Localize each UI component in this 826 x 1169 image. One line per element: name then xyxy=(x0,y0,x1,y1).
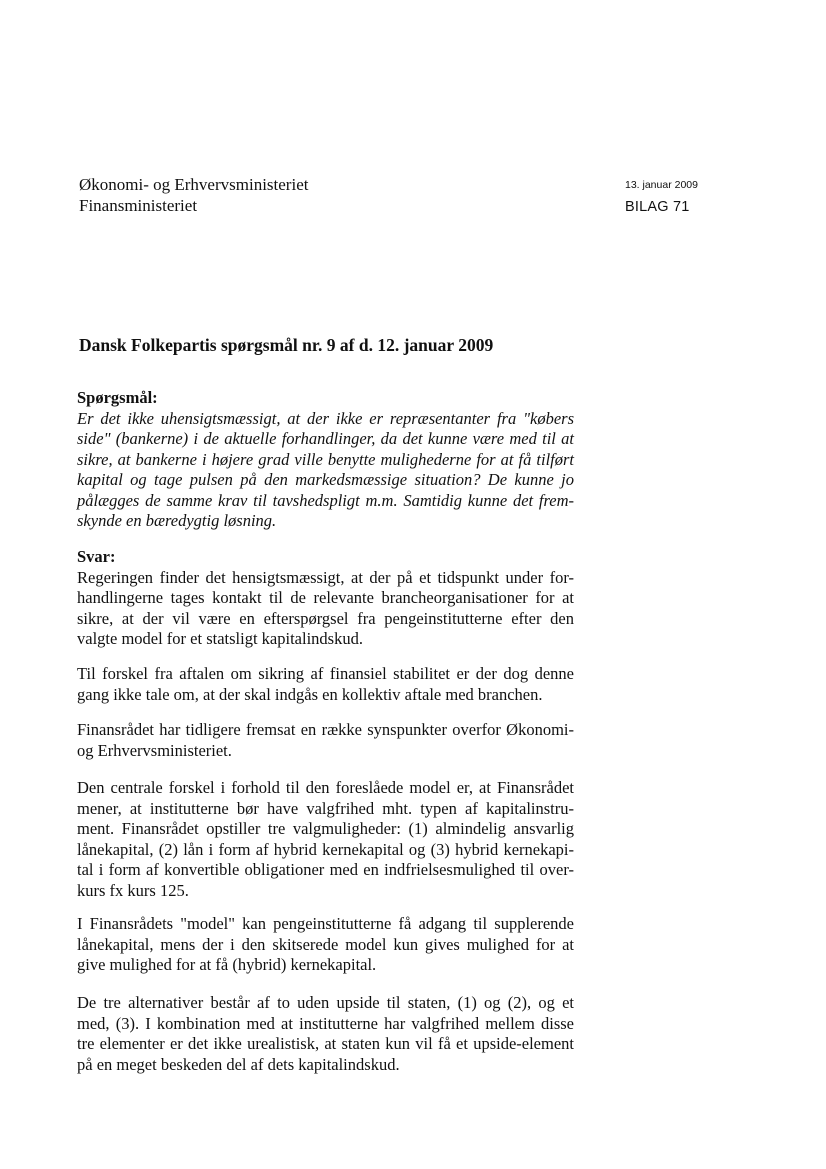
answer-line: på en meget beskeden del af dets kapitalindskud. xyxy=(77,1054,400,1074)
answer-line: Til forskel fra aftalen om sikring af finansiel stabilitet er der dog denne xyxy=(77,664,574,683)
question-line: Er det ikke uhensigtsmæssigt, at der ikke er repræsentanter fra "købers xyxy=(77,408,574,428)
question-heading: Spørgsmål: xyxy=(77,388,158,407)
document-meta xyxy=(625,179,698,216)
answer-line: give mulighed for at få (hybrid) kernekapital. xyxy=(77,955,377,974)
question-text xyxy=(77,409,574,532)
answer-paragraph-5 xyxy=(77,914,574,976)
answer-paragraph-2 xyxy=(77,664,574,705)
answer-line: lånekapital, (2) lån i form af hybrid kernekapital og (3) hybrid kernekapi- xyxy=(77,839,574,859)
answer-line: tre elementer er det ikke urealistisk, at staten kun vil få et upside-element xyxy=(77,1034,574,1053)
answer-line: valgte model for et statsligt kapitalindskud. xyxy=(77,629,363,648)
answer-line: lånekapital, mens der i den skitserede model kun gives mulighed for at xyxy=(77,934,574,954)
answer-section xyxy=(77,547,574,650)
ministry-block xyxy=(79,174,308,216)
answer-line: handlingerne tages kontakt til de relevante brancheorganisationer for at xyxy=(77,588,574,607)
answer-paragraph-4 xyxy=(77,778,574,901)
answer-heading: Svar: xyxy=(77,547,116,566)
answer-line: Regeringen finder det hensigtsmæssigt, at der på et tidspunkt under for- xyxy=(77,567,574,587)
answer-line: gang ikke tale om, at der skal indgås en kollektiv aftale med branchen. xyxy=(77,684,543,704)
answer-line: med, (3). I kombination med at institutterne har valgfrihed mellem disse xyxy=(77,1013,574,1033)
answer-line: ment. Finansrådet opstiller tre valgmuligheder: (1) almindelig ansvarlig xyxy=(77,819,574,838)
answer-line: Finansrådet har tidligere fremsat en række synspunkter overfor Økonomi- xyxy=(77,720,574,739)
answer-line: I Finansrådets "model" kan pengeinstitutterne få adgang til supplerende xyxy=(77,914,574,933)
question-section xyxy=(77,388,574,532)
question-line: skynde en bæredygtig løsning. xyxy=(77,511,277,530)
question-line: pålægges de samme krav til tavshedspligt m.m. Samtidig kunne det frem- xyxy=(77,490,574,510)
document-date: 13. januar 2009 xyxy=(625,179,698,191)
question-line: sikre, at bankerne i højere grad ville benytte mulighederne for at få tilført xyxy=(77,449,574,469)
page-title: Dansk Folkepartis spørgsmål nr. 9 af d. 12. januar 2009 xyxy=(79,335,494,355)
question-line: side" (bankerne) i de aktuelle forhandlinger, da det kunne være med til at xyxy=(77,429,574,448)
ministry-name-2: Finansministeriet xyxy=(79,196,198,215)
answer-paragraph-3 xyxy=(77,720,574,761)
answer-line: og Erhvervsministeriet. xyxy=(77,740,232,760)
answer-line: mener, at institutterne bør have valgfrihed mht. typen af kapitalinstru- xyxy=(77,798,574,818)
answer-line: sikre, at der vil være en efterspørgsel fra pengeinstitutterne efter den xyxy=(77,608,574,628)
ministry-name-1: Økonomi- og Erhvervsministeriet xyxy=(79,175,309,194)
answer-line: tal i form af konvertible obligationer med en indfrielsesmulighed til over- xyxy=(77,860,574,879)
answer-line: kurs fx kurs 125. xyxy=(77,880,189,900)
question-line: kapital og tage pulsen på den markedsmæssige situation? De kunne jo xyxy=(77,470,574,489)
bilag-label: BILAG 71 xyxy=(625,199,690,215)
answer-line: De tre alternativer består af to uden upside til staten, (1) og (2), og et xyxy=(77,993,574,1012)
answer-line: Den centrale forskel i forhold til den foreslåede model er, at Finansrådet xyxy=(77,778,574,797)
answer-paragraph-6 xyxy=(77,993,574,1075)
